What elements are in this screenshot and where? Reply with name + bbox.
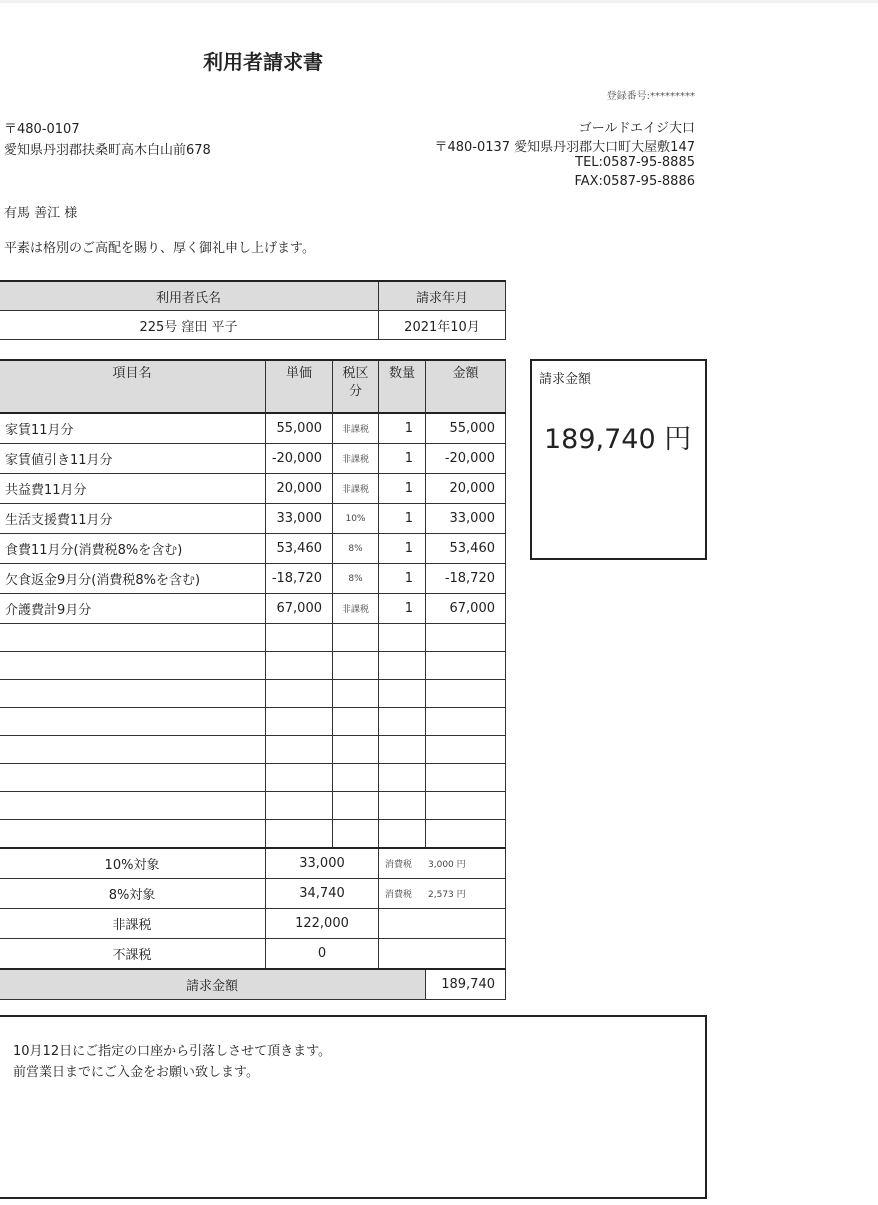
item-tax: 非課税	[333, 594, 379, 624]
item-row	[0, 444, 506, 474]
note-line-1: 10月12日にご指定の口座から引落しさせて頂きます。	[13, 1044, 332, 1059]
greeting-text: 平素は格別のご高配を賜り、厚く御礼申し上げます。	[4, 241, 315, 256]
empty-row	[0, 736, 506, 764]
summary-nontax-value: 122,000	[266, 909, 379, 939]
header-tax-category	[333, 360, 379, 413]
header-unit-price: 単価	[266, 360, 333, 413]
summary-10pct-row	[0, 848, 506, 879]
header-quantity: 数量	[379, 360, 426, 413]
item-qty: 1	[379, 474, 426, 504]
items-header-row	[0, 360, 506, 413]
note-line-2: 前営業日までにご入金をお願い致します。	[13, 1065, 259, 1080]
header-amount: 金額	[426, 360, 506, 413]
item-price: 53,460	[266, 534, 333, 564]
bill-amount-label: 請求金額	[539, 372, 592, 387]
header-item-name: 項目名	[0, 360, 266, 413]
billing-month-cell: 2021年10月	[379, 311, 506, 340]
bill-amount-value: 189,740 円	[544, 424, 692, 455]
summary-exempt-label: 不課税	[0, 939, 266, 970]
sender-tel: TEL:0587-95-8885	[575, 155, 695, 170]
item-row	[0, 594, 506, 624]
item-price: 67,000	[266, 594, 333, 624]
tax-label: 消費税	[385, 890, 413, 900]
item-row	[0, 504, 506, 534]
item-price: -18,720	[266, 564, 333, 594]
item-amount: -18,720	[426, 564, 506, 594]
item-row	[0, 413, 506, 444]
item-tax: 非課税	[333, 474, 379, 504]
header-user-name: 利用者氏名	[0, 281, 379, 311]
item-qty: 1	[379, 564, 426, 594]
item-name: 欠食返金9月分(消費税8%を含む)	[0, 564, 266, 594]
summary-nontax-row	[0, 909, 506, 939]
summary-8pct-tax	[379, 879, 506, 909]
item-qty: 1	[379, 594, 426, 624]
summary-10pct-tax	[379, 848, 506, 879]
item-name: 介護費計9月分	[0, 594, 266, 624]
top-border	[0, 0, 878, 3]
summary-8pct-label: 8%対象	[0, 879, 266, 909]
sender-fax: FAX:0587-95-8886	[574, 174, 695, 189]
item-price: 20,000	[266, 474, 333, 504]
empty-row	[0, 680, 506, 708]
header-tax-line1: 税区	[342, 366, 369, 381]
sender-address: 〒480-0137 愛知県丹羽郡大口町大屋敷147	[434, 140, 695, 155]
item-tax: 8%	[333, 534, 379, 564]
item-qty: 1	[379, 413, 426, 444]
item-amount: 33,000	[426, 504, 506, 534]
tax-value: 2,573 円	[428, 890, 466, 900]
user-name-cell: 225号 窪田 平子	[0, 311, 379, 340]
item-name: 共益費11月分	[0, 474, 266, 504]
item-tax: 非課税	[333, 444, 379, 474]
header-billing-month: 請求年月	[379, 281, 506, 311]
header-tax-line2: 分	[348, 384, 362, 399]
summary-nontax-label: 非課税	[0, 909, 266, 939]
recipient-postal: 〒480-0107	[4, 122, 80, 137]
empty-row	[0, 708, 506, 736]
user-table-header-row	[0, 281, 506, 311]
item-name: 家賃値引き11月分	[0, 444, 266, 474]
tax-label: 消費税	[385, 860, 413, 870]
sender-company: ゴールドエイジ大口	[578, 121, 695, 136]
item-amount: 55,000	[426, 413, 506, 444]
item-row	[0, 474, 506, 504]
summary-8pct-row	[0, 879, 506, 909]
summary-8pct-value: 34,740	[266, 879, 379, 909]
summary-10pct-value: 33,000	[266, 848, 379, 879]
item-row	[0, 534, 506, 564]
empty-row	[0, 820, 506, 849]
empty-row	[0, 624, 506, 652]
item-amount: 20,000	[426, 474, 506, 504]
user-table-value-row	[0, 311, 506, 340]
empty-row	[0, 792, 506, 820]
item-name: 家賃11月分	[0, 413, 266, 444]
item-amount: 67,000	[426, 594, 506, 624]
summary-10pct-label: 10%対象	[0, 848, 266, 879]
item-price: 55,000	[266, 413, 333, 444]
item-row	[0, 564, 506, 594]
item-price: -20,000	[266, 444, 333, 474]
item-tax: 非課税	[333, 413, 379, 444]
summary-exempt-value: 0	[266, 939, 379, 970]
recipient-name: 有馬 善江 様	[4, 206, 78, 221]
item-amount: -20,000	[426, 444, 506, 474]
item-tax: 8%	[333, 564, 379, 594]
item-qty: 1	[379, 504, 426, 534]
document-title: 利用者請求書	[203, 50, 323, 74]
summary-exempt-row	[0, 939, 506, 970]
bill-amount-box	[530, 359, 707, 560]
registration-number: 登録番号:*********	[606, 91, 695, 102]
item-qty: 1	[379, 444, 426, 474]
total-value: 189,740	[426, 969, 506, 1000]
total-row	[0, 969, 506, 1000]
item-price: 33,000	[266, 504, 333, 534]
tax-value: 3,000 円	[428, 860, 466, 870]
notes-box	[0, 1015, 707, 1199]
recipient-address: 愛知県丹羽郡扶桑町高木白山前678	[4, 143, 211, 158]
item-amount: 53,460	[426, 534, 506, 564]
user-info-table	[0, 280, 506, 340]
empty-row	[0, 652, 506, 680]
item-tax: 10%	[333, 504, 379, 534]
item-qty: 1	[379, 534, 426, 564]
empty-row	[0, 764, 506, 792]
item-name: 食費11月分(消費税8%を含む)	[0, 534, 266, 564]
total-label: 請求金額	[0, 969, 426, 1000]
item-name: 生活支援費11月分	[0, 504, 266, 534]
items-table	[0, 359, 506, 1000]
